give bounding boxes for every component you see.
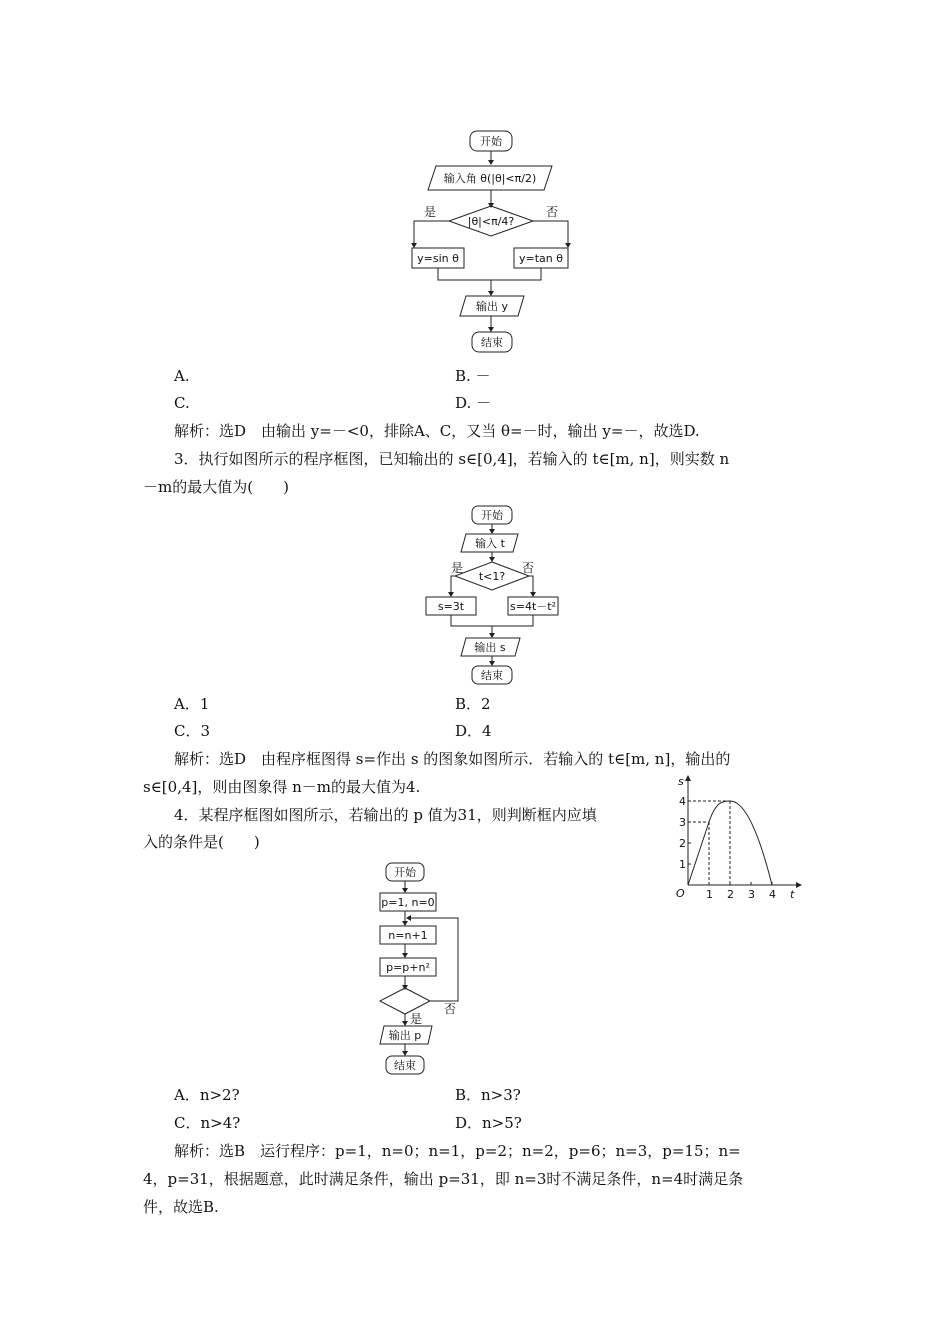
- no-label: 否: [545, 205, 559, 219]
- q4-option-b: B．n>3?: [455, 1086, 521, 1104]
- x-tick-1: 1: [706, 888, 713, 901]
- flowchart-2: [420, 502, 570, 690]
- flowchart-3: [366, 858, 476, 1078]
- start-label: 开始: [394, 866, 416, 879]
- end-label: 结束: [481, 669, 503, 682]
- q4-stem-line1: 4．某程序框图如图所示，若输出的 p 值为31，则判断框内应填: [174, 806, 597, 824]
- q4-option-c: C．n>4?: [174, 1114, 241, 1132]
- no-label: 否: [521, 561, 535, 575]
- y-axis-label: s: [678, 775, 684, 788]
- q2-analysis: 解析：选D 由输出 y=－<0，排除A、C，又当 θ=－时，输出 y=－，故选D.: [174, 422, 700, 440]
- start-label: 开始: [481, 509, 503, 522]
- flowchart-1: [400, 128, 600, 358]
- q4-stem-line2: 入的条件是( ): [143, 833, 260, 851]
- start-label: 开始: [480, 135, 502, 148]
- tan-label: y=tan θ: [519, 252, 563, 265]
- q3-analysis-line2: s∈[0,4]，则由图象得 n－m的最大值为4.: [143, 778, 421, 796]
- x-tick-2: 2: [727, 888, 734, 901]
- yes-label: 是: [450, 561, 464, 575]
- decision-diamond: [380, 988, 430, 1014]
- step1-label: n=n+1: [388, 929, 428, 942]
- q3-stem-line1: 3．执行如图所示的程序框图，已知输出的 s∈[0,4]，若输入的 t∈[m, n]，则实数 n: [174, 450, 730, 468]
- q4-option-a: A．n>2?: [174, 1086, 240, 1104]
- x-tick-4: 4: [769, 888, 776, 901]
- yes-label: 是: [423, 205, 437, 219]
- x-tick-3: 3: [748, 888, 755, 901]
- q3-option-d: D．4: [455, 722, 492, 740]
- parabola-segment: [709, 801, 772, 885]
- cond-label: |θ|<π/4?: [467, 215, 515, 228]
- step2-label: p=p+n²: [386, 961, 430, 974]
- input-label: 输入角 θ(|θ|<π/2): [443, 172, 537, 185]
- q2-option-c: C.: [174, 394, 190, 412]
- q2-option-b: B. －: [455, 367, 491, 385]
- y-tick-3: 3: [679, 816, 686, 829]
- q2-option-d: D. －: [455, 394, 492, 412]
- q3-stem-line2: －m的最大值为( ): [143, 478, 289, 496]
- output-label: 输出 y: [475, 300, 509, 313]
- init-label: p=1, n=0: [381, 896, 435, 909]
- output-label: 输出 s: [474, 641, 506, 654]
- no-label: 否: [444, 1002, 457, 1016]
- q3-option-b: B．2: [455, 695, 491, 713]
- x-axis-label: t: [790, 888, 795, 901]
- s3t-label: s=3t: [437, 600, 465, 613]
- q3-option-c: C．3: [174, 722, 211, 740]
- q3-analysis-line1: 解析：选D 由程序框图得 s=作出 s 的图象如图所示．若输入的 t∈[m, n]，输出的: [174, 750, 731, 768]
- y-tick-4: 4: [679, 795, 686, 808]
- sin-label: y=sin θ: [417, 252, 459, 265]
- yes-label: 是: [410, 1012, 423, 1026]
- y-tick-1: 1: [679, 858, 686, 871]
- s4t-label: s=4t－t²: [510, 600, 556, 613]
- s-t-graph: [668, 773, 804, 903]
- output-label: 输出 p: [388, 1029, 422, 1042]
- end-label: 结束: [394, 1059, 416, 1072]
- q2-option-a: A.: [174, 367, 190, 385]
- cond-label: t<1?: [478, 570, 506, 583]
- q4-analysis-line2: 4，p=31，根据题意，此时满足条件，输出 p=31，即 n=3时不满足条件，n=4时满足条: [143, 1170, 744, 1188]
- linear-segment: [688, 822, 709, 885]
- input-label: 输入 t: [475, 537, 505, 550]
- end-label: 结束: [481, 336, 503, 349]
- q3-option-a: A．1: [174, 695, 210, 713]
- y-tick-2: 2: [679, 837, 686, 850]
- origin-label: O: [676, 887, 685, 900]
- q4-analysis-line1: 解析：选B 运行程序：p=1，n=0；n=1，p=2；n=2，p=6；n=3，p=15；n=: [174, 1142, 741, 1160]
- q4-analysis-line3: 件，故选B.: [143, 1198, 219, 1216]
- q4-option-d: D．n>5?: [455, 1114, 522, 1132]
